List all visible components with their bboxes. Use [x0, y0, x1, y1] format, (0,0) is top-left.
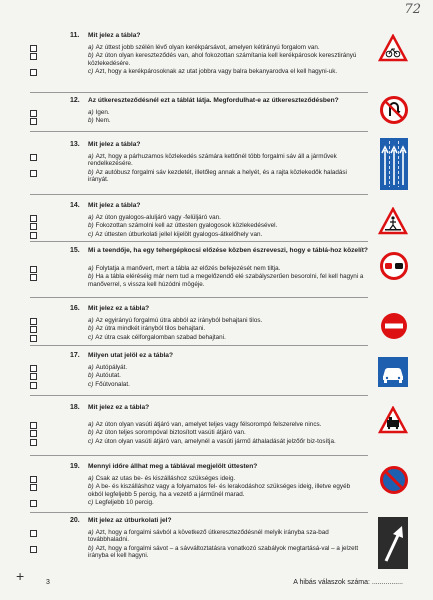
question-number: 15.: [70, 247, 80, 254]
answer-option: c) Azt, hogy a kerékpárosoknak az utat jobbra vagy balra bekanyarodva el kell hagyni-uk.: [30, 68, 364, 75]
question-text: Mit jelez az útburkolati jel?: [88, 517, 172, 524]
answer-checkbox[interactable]: [30, 274, 37, 281]
question-number: 17.: [70, 352, 80, 359]
lane-change-arrow-marking-icon: [378, 517, 408, 569]
question-text: Mennyi időre állhat meg a táblával megjelölt úttesten?: [88, 463, 258, 470]
divider: [30, 512, 368, 513]
answer-option: b) Ha a tábla eléréséig már nem tud a megelőzendő elé szabályszerűen besorolni, fel kell hagyni a manőverrel, s vissza kell húzódni mögéje.: [30, 273, 364, 288]
answer-checkbox[interactable]: [30, 170, 37, 177]
question-text: Mit jelez ez a tábla?: [88, 404, 150, 411]
answer-checkbox[interactable]: [30, 382, 37, 389]
question-17: [30, 352, 364, 388]
answer-checkbox[interactable]: [30, 430, 37, 437]
error-count-field: A hibás válaszok száma: ................: [293, 579, 403, 586]
answer-option: a) Csak az utas be- és kiszálláshoz szükséges ideig.: [30, 475, 364, 482]
answer-option: b) Az úton teljes sorompóval biztosított vasúti átjáró van.: [30, 429, 364, 436]
answer-option: b) Nem.: [30, 117, 364, 124]
answer-checkbox[interactable]: [30, 476, 37, 483]
corner-handwritten-mark: 72: [404, 2, 421, 17]
page-number: 3: [46, 579, 50, 586]
question-number: 12.: [70, 97, 80, 104]
answer-checkbox[interactable]: [30, 484, 37, 491]
divider: [30, 241, 368, 242]
question-number: 20.: [70, 517, 80, 524]
no-u-turn-sign-icon: [380, 96, 408, 124]
question-16: [30, 305, 364, 341]
answer-checkbox[interactable]: [30, 215, 37, 222]
answer-checkbox[interactable]: [30, 110, 37, 117]
question-text: Mit jelez a tábla?: [88, 141, 141, 148]
divider: [30, 131, 368, 132]
answer-checkbox[interactable]: [30, 546, 37, 553]
answer-checkbox[interactable]: [30, 326, 37, 333]
question-20: [30, 517, 364, 560]
question-18: [30, 404, 364, 445]
answer-option: a) Az úttest jobb szélén lévő olyan kerékpársávot, amelyen kétirányú forgalom van.: [30, 44, 364, 51]
question-number: 18.: [70, 404, 80, 411]
divider: [30, 194, 368, 195]
answer-option: b) Fokozottan számolni kell az úttesten gyalogosok közlekedésével.: [30, 222, 364, 229]
answer-option: c) Az úttesten útburkolati jellel kijelölt gyalogos-átkelőhely van.: [30, 231, 364, 238]
answer-checkbox[interactable]: [30, 335, 37, 342]
answer-checkbox[interactable]: [30, 422, 37, 429]
end-of-no-overtaking-sign-icon: [380, 252, 408, 280]
answer-checkbox[interactable]: [30, 232, 37, 239]
answer-option: c) Az útra csak célforgalomban szabad behajtani.: [30, 334, 364, 341]
question-text: Milyen utat jelöl ez a tábla?: [88, 352, 174, 359]
question-19: [30, 463, 364, 507]
bicycle-crossing-warning-sign-icon: [378, 34, 408, 62]
answer-checkbox[interactable]: [30, 373, 37, 380]
answer-option: a) Azt, hogy a párhuzamos közlekedés számára kettőnél több forgalmi sáv áll a járművek rendelkezésére.: [30, 153, 364, 168]
answer-option: a) Autópályát.: [30, 364, 364, 371]
question-text: Mit jelez ez a tábla?: [88, 305, 150, 312]
answer-checkbox[interactable]: [30, 118, 37, 125]
answer-checkbox[interactable]: [30, 45, 37, 52]
motorway-car-sign-icon: [378, 357, 408, 387]
answer-checkbox[interactable]: [30, 365, 37, 372]
answer-checkbox[interactable]: [30, 69, 37, 76]
question-text: Mit jelez a tábla?: [88, 32, 141, 39]
divider: [30, 92, 368, 93]
answer-option: b) Az útra mindkét irányból tilos behajtani.: [30, 325, 364, 332]
question-text: Mit jelez a tábla?: [88, 202, 141, 209]
no-parking-sign-icon: [380, 466, 408, 494]
answer-checkbox[interactable]: [30, 500, 37, 507]
answer-option: a) Azt, hogy a forgalmi sávból a következő útkereszteződésnél melyik irányba sza-bad továbbhaladni.: [30, 529, 364, 544]
answer-checkbox[interactable]: [30, 318, 37, 325]
answer-checkbox[interactable]: [30, 53, 37, 60]
railway-crossing-warning-sign-icon: [378, 406, 408, 434]
question-11: [30, 32, 364, 76]
question-number: 16.: [70, 305, 80, 312]
answer-option: a) Az úton gyalogos-aluljáró vagy -felüljáró van.: [30, 214, 364, 221]
answer-option: b) Autóutat.: [30, 372, 364, 379]
lane-arrows-sign-icon: [380, 138, 408, 190]
divider: [30, 345, 368, 346]
question-text: Az útkereszteződésnél ezt a táblát látja. Megfordulhat-e az útkereszteződésben?: [88, 97, 339, 104]
answer-option: c) Legfeljebb 10 percig.: [30, 499, 364, 506]
registration-cross-mark: +: [16, 568, 25, 584]
answer-checkbox[interactable]: [30, 266, 37, 273]
answer-option: a) Folytatja a manővert, mert a tábla az előzés befejezését nem tiltja.: [30, 265, 364, 272]
answer-checkbox[interactable]: [30, 223, 37, 230]
question-12: [30, 97, 364, 125]
answer-option: a) Igen.: [30, 109, 364, 116]
answer-option: a) Az úton olyan vasúti átjáró van, amelyet teljes vagy félsorompó felszerelve nincs.: [30, 421, 364, 428]
answer-option: c) Főútvonalat.: [30, 381, 364, 388]
question-number: 14.: [70, 202, 80, 209]
answer-option: b) Az úton olyan kereszteződés van, ahol fokozottan számítania kell kerékpárosok keresztirányú közlekedésére.: [30, 52, 364, 67]
question-number: 13.: [70, 141, 80, 148]
answer-option: c) Az úton olyan vasúti átjáró van, amelynél a vasúti jármű áthaladását jelzőőr biz-tosítja.: [30, 438, 364, 445]
question-number: 11.: [70, 32, 80, 39]
divider: [30, 395, 368, 396]
question-13: [30, 141, 364, 184]
no-entry-sign-icon: [380, 312, 408, 340]
question-15: [30, 247, 368, 288]
answer-checkbox[interactable]: [30, 530, 37, 537]
pedestrian-crossing-warning-sign-icon: [378, 207, 408, 235]
divider: [30, 297, 368, 298]
question-14: [30, 202, 364, 238]
answer-option: b) A be- és kiszálláshoz vagy a folyamatos fel- és lerakodáshoz szükséges ideig, illetve egyéb okból legfeljebb 5 percig, ha a vezető a járműnél marad.: [30, 483, 364, 498]
answer-option: b) Az autóbusz forgalmi sáv kezdetét, illetőleg annak a helyét, és a rajta közlekedők haladási irányát.: [30, 169, 364, 184]
answer-checkbox[interactable]: [30, 439, 37, 446]
question-number: 19.: [70, 463, 80, 470]
question-text: Mi a teendője, ha egy tehergépkocsi előzése közben észreveszi, hogy e táblá-hoz közelít?: [88, 247, 368, 254]
answer-option: a) Az egyirányú forgalmú útra abból az irányból behajtani tilos.: [30, 317, 364, 324]
answer-option: b) Azt, hogy a forgalmi sávot – a sávváltoztatásra vonatkozó szabályok megtartásá-val – a jelzett irányba el kell hagyni.: [30, 545, 364, 560]
divider: [30, 455, 368, 456]
answer-checkbox[interactable]: [30, 154, 37, 161]
